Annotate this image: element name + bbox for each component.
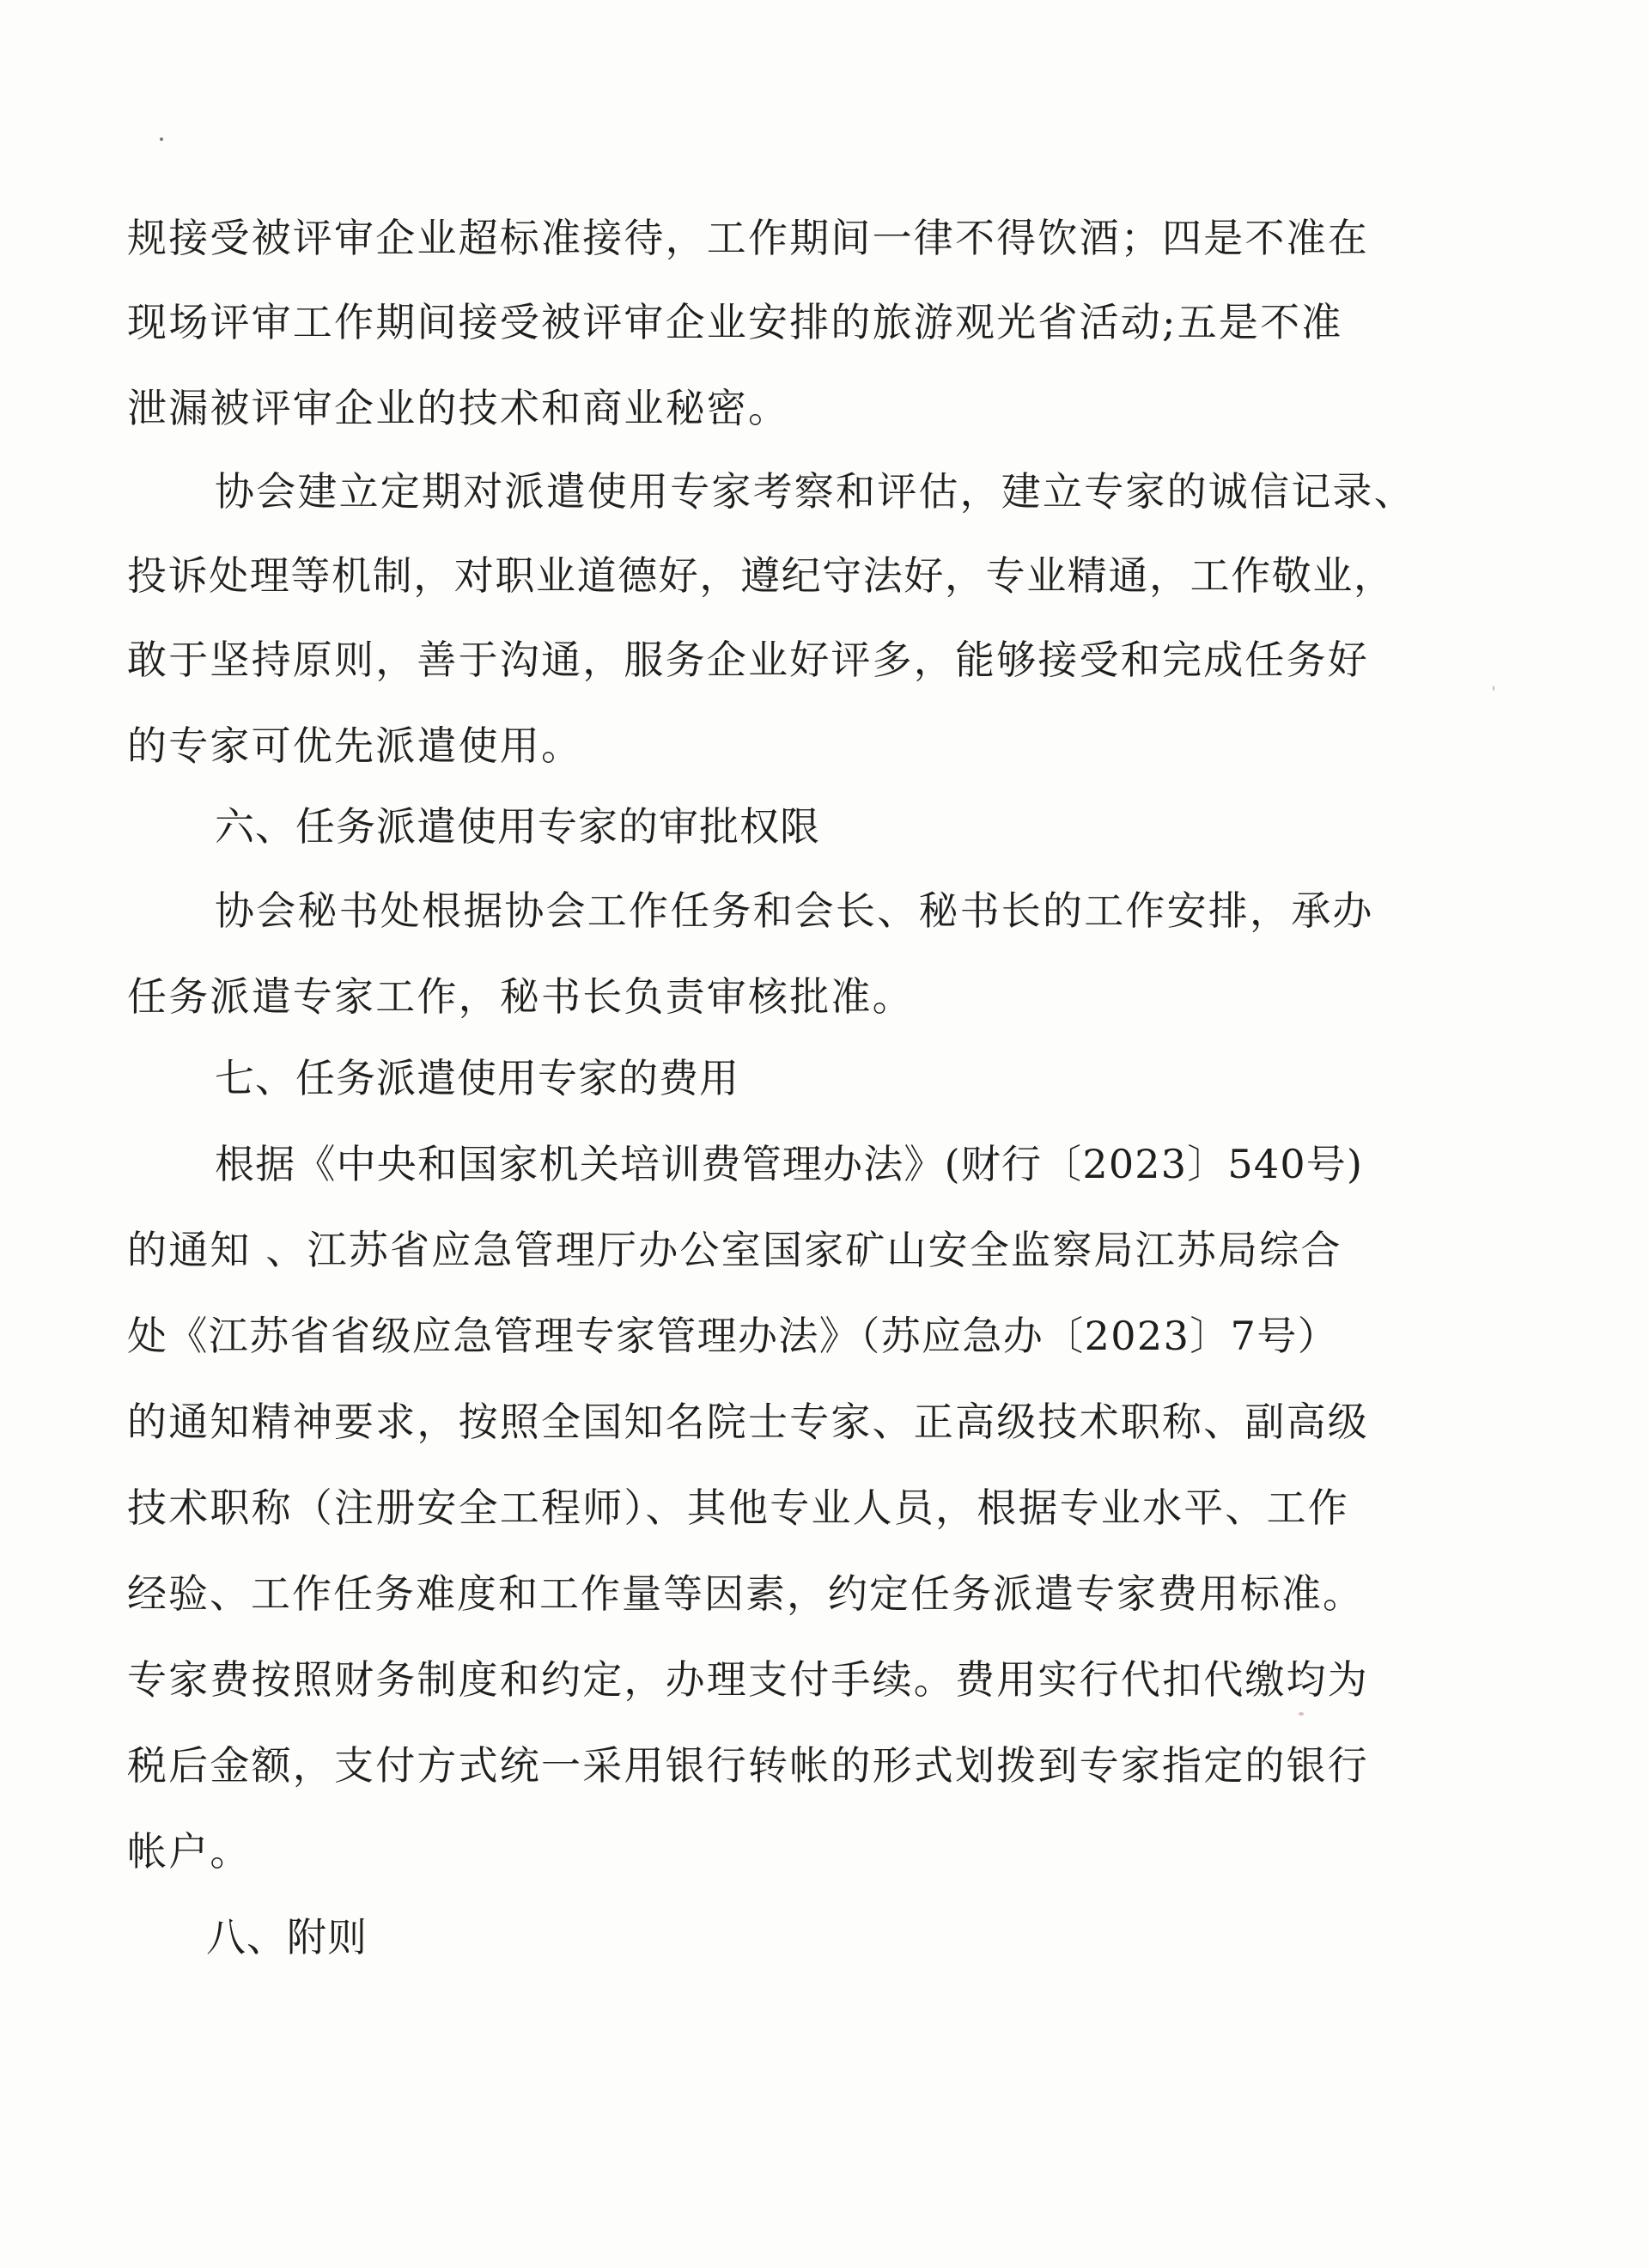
- paragraph-line: 帐户。: [127, 1828, 252, 1875]
- section-heading: 六、任务派遣使用专家的审批权限: [215, 803, 820, 850]
- paragraph-line: 处《江苏省省级应急管理专家管理办法》（苏应急办〔2023〕7号）: [127, 1313, 1339, 1359]
- paragraph-line: 经验、工作任务难度和工作量等因素，约定任务派遣专家费用标准。: [127, 1570, 1364, 1617]
- scan-speck: [160, 137, 163, 141]
- section-heading: 七、任务派遣使用专家的费用: [215, 1055, 739, 1101]
- paragraph-line: 泄漏被评审企业的技术和商业秘密。: [127, 385, 790, 431]
- paragraph-line: 投诉处理等机制，对职业道德好，遵纪守法好，专业精通，工作敬业，: [127, 552, 1395, 599]
- paragraph-line: 敢于坚持原则，善于沟通，服务企业好评多，能够接受和完成任务好: [127, 637, 1369, 683]
- paragraph-line: 任务派遣专家工作，秘书长负责审核批准。: [127, 973, 914, 1020]
- paragraph-line: 专家费按照财务制度和约定，办理支付手续。费用实行代扣代缴均为: [127, 1656, 1369, 1703]
- paragraph-line: 的专家可优先派遣使用。: [127, 722, 583, 769]
- paragraph-line: 的通知精神要求，按照全国知名院士专家、正高级技术职称、副高级: [127, 1399, 1369, 1445]
- paragraph-line: 协会建立定期对派遣使用专家考察和评估，建立专家的诚信记录、: [215, 468, 1415, 515]
- paragraph-line: 根据《中央和国家机关培训费管理办法》(财行〔2023〕540号): [215, 1141, 1364, 1187]
- paragraph-line: 现场评审工作期间接受被评审企业安排的旅游观光省活动;五是不准: [127, 299, 1343, 345]
- scan-speck: [1299, 1712, 1304, 1716]
- paragraph-line: 税后金额，支付方式统一采用银行转帐的形式划拨到专家指定的银行: [127, 1742, 1369, 1789]
- section-heading: 八、附则: [206, 1914, 368, 1960]
- paragraph-line: 协会秘书处根据协会工作任务和会长、秘书长的工作安排，承办: [215, 887, 1374, 934]
- scan-speck: [1493, 686, 1494, 691]
- paragraph-line: 的通知 、江苏省应急管理厅办公室国家矿山安全监察局江苏局综合: [127, 1227, 1342, 1273]
- paragraph-line: 技术职称（注册安全工程师）、其他专业人员，根据专业水平、工作: [127, 1485, 1349, 1531]
- paragraph-line: 规接受被评审企业超标准接待，工作期间一律不得饮酒；四是不准在: [127, 215, 1369, 261]
